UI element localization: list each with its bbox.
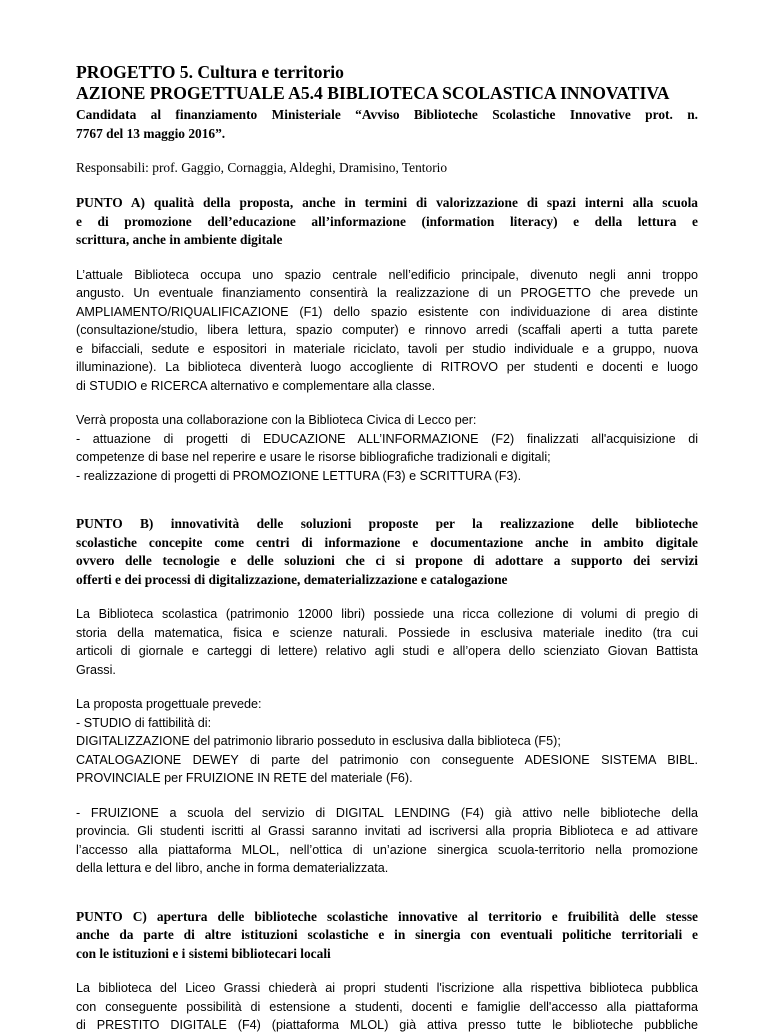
paragraph-line: l’accesso alla piattaforma MLOL, nell’ottica di un’azione sinergica scuola-territorio nella promozione xyxy=(76,842,698,857)
paragraph-line: di PRESTITO DIGITALE (F4) (piattaforma MLOL) già attiva presso tutte le biblioteche pubbliche xyxy=(76,1018,698,1032)
punto-b-paragraph-3 xyxy=(76,804,698,878)
paragraph-line: Verrà proposta una collaborazione con la Biblioteca Civica di Lecco per: xyxy=(76,413,477,427)
paragraph-line: con conseguente possibilità di estensione a studenti, docenti e famiglie dell'accesso alla piattaforma xyxy=(76,999,698,1014)
responsabili-line: Responsabili: prof. Gaggio, Cornaggia, Aldeghi, Dramisino, Tentorio xyxy=(76,160,448,175)
paragraph-line: storia della matematica, fisica e scienze naturali. Possiede in esclusiva materiale inedito (tra cui xyxy=(76,625,698,640)
paragraph-line: - FRUIZIONE a scuola del servizio di DIGITAL LENDING (F4) già attivo nelle biblioteche della xyxy=(76,805,698,820)
paragraph-line: illuminazione). La biblioteca diventerà luogo accogliente di RITROVO per studenti e docenti e luogo xyxy=(76,360,698,374)
paragraph-line: Grassi. xyxy=(76,662,116,677)
punto-a-paragraph-1 xyxy=(76,266,698,396)
paragraph-line: di STUDIO e RICERCA alternativo e complementare alla classe. xyxy=(76,378,436,393)
paragraph-line: articoli di giornale e carteggi di lettere) relativo agli studi e all’opera dello scienziato Giovan Battista xyxy=(76,644,698,658)
paragraph-line: - realizzazione di progetti di PROMOZIONE LETTURA (F3) e SCRITTURA (F3). xyxy=(76,468,522,483)
subtitle-line: 7767 del 13 maggio 2016”. xyxy=(76,126,226,141)
document-page xyxy=(76,62,698,1035)
paragraph-line: competenze di base nel reperire e usare le risorse bibliografiche tradizionali e digitali; xyxy=(76,450,551,464)
candidacy-subtitle xyxy=(76,105,698,143)
punto-b-paragraph-1 xyxy=(76,605,698,679)
punto-c-title-line: con le istituzioni e i sistemi bibliotecari locali xyxy=(76,945,331,961)
punto-a-paragraph-2 xyxy=(76,411,698,485)
punto-a-title xyxy=(76,194,698,250)
paragraph-line: - STUDIO di fattibilità di: xyxy=(76,715,212,730)
paragraph-line: La biblioteca del Liceo Grassi chiederà ai propri studenti l'iscrizione alla rispettiva biblioteca pubblica xyxy=(76,981,698,995)
paragraph-line: DIGITALIZZAZIONE del patrimonio librario posseduto in esclusiva dalla biblioteca (F5); xyxy=(76,734,561,748)
punto-b-paragraph-2 xyxy=(76,695,698,788)
punto-a-title-line: scrittura, anche in ambiente digitale xyxy=(76,232,283,247)
paragraph-line: e bifacciali, sedute e espositori in materiale riciclato, tavoli per studio individuale e a gruppo, nuova xyxy=(76,341,698,356)
punto-b-title-line: offerti e dei processi di digitalizzazione, dematerializzazione e catalogazione xyxy=(76,571,508,587)
punto-a-title-line: PUNTO A) qualità della proposta, anche in termini di valorizzazione di spazi interni alla scuola xyxy=(76,195,698,210)
punto-a-title-line: e di promozione dell’educazione all’informazione (information literacy) e della lettura e xyxy=(76,213,698,229)
paragraph-line: (consultazione/studio, libera lettura, spazio computer) e rinnovo arredi (scaffali aperti a tutta parete xyxy=(76,323,698,337)
paragraph-line: provincia. Gli studenti iscritti al Grassi saranno invitati ad iscriversi alla propria Biblioteca e ad attivare xyxy=(76,824,698,838)
punto-c-title xyxy=(76,908,698,964)
punto-b-title-line: PUNTO B) innovatività delle soluzioni proposte per la realizzazione delle biblioteche xyxy=(76,516,698,531)
punto-c-title-line: anche da parte di altre istituzioni scolastiche e in sinergia con eventuali politiche territoriali e xyxy=(76,927,698,942)
project-title: PROGETTO 5. Cultura e territorio xyxy=(76,62,344,82)
paragraph-line: L’attuale Biblioteca occupa uno spazio centrale nell’edificio principale, divenuto negli anni troppo xyxy=(76,267,698,282)
punto-b-title-line: scolastiche concepite come centri di informazione e documentazione anche in ambito digitale xyxy=(76,534,698,550)
action-title: AZIONE PROGETTUALE A5.4 BIBLIOTECA SCOLASTICA INNOVATIVA xyxy=(76,83,670,103)
paragraph-line: AMPLIAMENTO/RIQUALIFICAZIONE (F1) dello spazio esistente con individuazione di area distinte xyxy=(76,304,698,319)
paragraph-line: La proposta progettuale prevede: xyxy=(76,697,262,711)
subtitle-line: Candidata al finanziamento Ministeriale “Avviso Biblioteche Scolastiche Innovative prot. n. xyxy=(76,107,698,122)
punto-c-title-line: PUNTO C) apertura delle biblioteche scolastiche innovative al territorio e fruibilità delle stesse xyxy=(76,908,698,924)
paragraph-line: della lettura e del libro, anche in forma dematerializzata. xyxy=(76,861,389,875)
paragraph-line: CATALOGAZIONE DEWEY di parte del patrimonio con conseguente ADESIONE SISTEMA BIBL. xyxy=(76,752,698,767)
punto-b-title xyxy=(76,515,698,589)
punto-b-title-line: ovvero delle tecnologie e delle soluzioni che ci si propone di adottare a supporto dei servizi xyxy=(76,553,698,568)
paragraph-line: PROVINCIALE per FRUIZIONE IN RETE del materiale (F6). xyxy=(76,771,413,785)
punto-c-paragraph-1 xyxy=(76,979,698,1035)
paragraph-line: - attuazione di progetti di EDUCAZIONE ALL’INFORMAZIONE (F2) finalizzati all'acquisizione di xyxy=(76,431,698,446)
paragraph-line: angusto. Un eventuale finanziamento consentirà la realizzazione di un PROGETTO che prevede un xyxy=(76,286,698,300)
paragraph-line: La Biblioteca scolastica (patrimonio 12000 libri) possiede una ricca collezione di volumi di pregio di xyxy=(76,607,698,621)
